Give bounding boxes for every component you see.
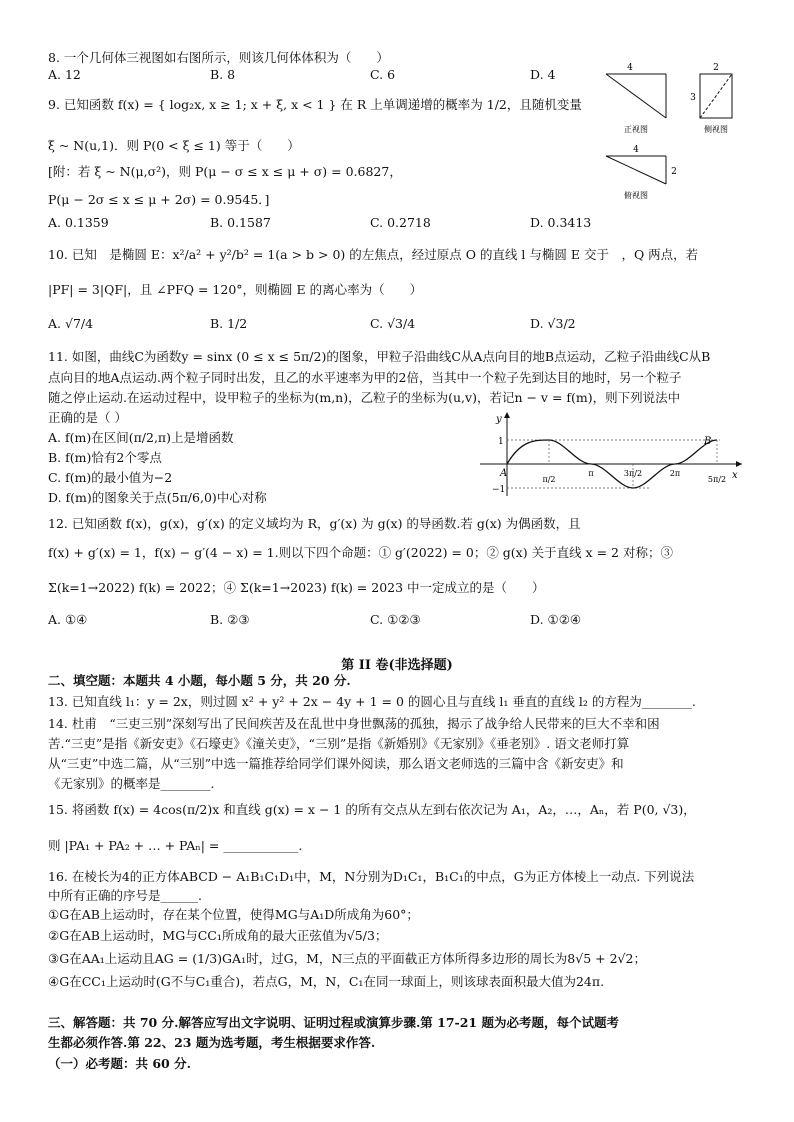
side-view: [690, 63, 732, 134]
front-width-label: 4: [627, 63, 633, 73]
x-tick-pi-2: π/2: [542, 475, 556, 484]
q12-option-a: A. ①④: [48, 612, 88, 627]
q9-option-c: C. 0.2718: [370, 215, 431, 230]
q9-option-a: A. 0.1359: [48, 215, 109, 230]
section3-line3: （一）必考题：共 60 分.: [48, 1056, 191, 1071]
section3-line2: 生都必须作答.第 22、23 题为选考题，考生根据要求作答.: [48, 1035, 376, 1050]
q9-line2: ξ ~ N(u,1)．则 P(0 < ξ ≤ 1) 等于（ ）: [48, 138, 300, 153]
front-view: [606, 63, 666, 134]
q16-statement-4: ④G在CC₁上运动时(G不与C₁重合)，若点G，M，N，C₁在同一球面上，则该球表面积最大值为24π.: [48, 974, 605, 989]
q12-option-b: B. ②③: [210, 612, 250, 627]
top-view: [606, 145, 677, 200]
q14-line4: 《无家别》的概率是________.: [48, 776, 215, 791]
y-axis-label: y: [496, 414, 502, 425]
q9-line4: P(μ − 2σ ≤ x ≤ μ + 2σ) = 0.9545．]: [48, 192, 270, 207]
q16-line2: 中所有正确的序号是______.: [48, 888, 202, 903]
q8-option-d: D. 4: [530, 67, 556, 82]
q12-option-d: D. ①②④: [530, 612, 582, 627]
q8-option-a: A. 12: [48, 67, 81, 82]
section2-title: 第 II 卷(非选择题): [341, 658, 453, 673]
q11-line1: 11. 如图，曲线C为函数y = sinx (0 ≤ x ≤ 5π/2)的图象，甲粒子沿曲线C从A点向目的地B点运动，乙粒子沿曲线C从B: [48, 349, 711, 364]
q11-option-b: B. f(m)恰有2个零点: [48, 450, 162, 465]
q10-line1: 10. 已知 是椭圆 E：x²/a² + y²/b² = 1(a > b > 0) 的左焦点，经过原点 O 的直线 l 与椭圆 E 交于 ，Q 两点，若: [48, 247, 699, 262]
q11-line3: 随之停止运动.在运动过程中，设甲粒子的坐标为(m,n)，乙粒子的坐标为(u,v)，若记n − v = f(m)，则下列说法中: [48, 390, 681, 405]
q8-option-c: C. 6: [370, 67, 396, 82]
front-view-label: 正视图: [624, 125, 648, 134]
q15-line1: 15. 将函数 f(x) = 4cos(π/2)x 和直线 g(x) = x − 1 的所有交点从左到右依次记为 A₁，A₂，…，Aₙ，若 P(0, √3)，: [48, 802, 696, 817]
top-view-label: 俯视图: [624, 191, 648, 200]
q9-option-d: D. 0.3413: [530, 215, 592, 230]
side-width-label: 2: [713, 63, 719, 73]
y-tick-neg1: −1: [492, 485, 506, 495]
section3-line1: 三、解答题：共 70 分.解答应写出文字说明、证明过程或演算步骤.第 17-21 题为必考题，每个试题考: [48, 1015, 619, 1030]
x-tick-3pi-2: 3π/2: [623, 469, 643, 478]
q12-line2: f(x) + g′(x) = 1，f(x) − g′(4 − x) = 1.则以下四个命题：① g′(2022) = 0；② g(x) 关于直线 x = 2 对称；③: [48, 545, 673, 560]
section2-header: 二、填空题：本题共 4 小题，每小题 5 分，共 20 分.: [48, 673, 351, 688]
q16-line1: 16. 在棱长为4的正方体ABCD − A₁B₁C₁D₁中，M，N分别为D₁C₁，B₁C₁的中点，G为正方体棱上一动点. 下列说法: [48, 869, 695, 884]
q14-line1: 14. 杜甫 “三吏三别”深刻写出了民间疾苦及在乱世中身世飘荡的孤独，揭示了战争给人民带来的巨大不幸和困: [48, 716, 660, 731]
x-tick-pi: π: [588, 469, 594, 478]
q9-line3: [附：若 ξ ~ N(μ,σ²)，则 P(μ − σ ≤ x ≤ μ + σ) = 0.6827，: [48, 164, 402, 179]
q11-line4: 正确的是（ ）: [48, 410, 127, 425]
q16-statement-2: ②G在AB上运动时，MG与CC₁所成角的最大正弦值为√5/3；: [48, 928, 388, 943]
q13-line1: 13. 已知直线 l₁：y = 2x，则过圆 x² + y² + 2x − 4y + 1 = 0 的圆心且与直线 l₁ 垂直的直线 l₂ 的方程为________.: [48, 694, 696, 709]
q10-line2: |PF| = 3|QF|，且 ∠PFQ = 120°，则椭圆 E 的离心率为（ ）: [48, 282, 423, 297]
q10-option-a: A. √7/4: [48, 316, 94, 331]
q11-option-c: C. f(m)的最小值为−2: [48, 470, 173, 485]
q10-option-b: B. 1/2: [210, 316, 248, 331]
q10-option-d: D. √3/2: [530, 316, 576, 331]
y-tick-1: 1: [498, 437, 504, 447]
side-height-label: 3: [690, 93, 696, 103]
q11-line2: 点向目的地A点运动.两个粒子同时出发，且乙的水平速率为甲的2倍，当其中一个粒子先到达目的地时，另一个粒子: [48, 370, 682, 385]
q8-option-b: B. 8: [210, 67, 236, 82]
q12-line1: 12. 已知函数 f(x)，g(x)，g′(x) 的定义域均为 R，g′(x) 为 g(x) 的导函数.若 g(x) 为偶函数，且: [48, 516, 581, 531]
x-tick-5pi-2: 5π/2: [707, 475, 727, 484]
q9-option-b: B. 0.1587: [210, 215, 271, 230]
x-tick-2pi: 2π: [669, 469, 681, 478]
point-b-label: B: [704, 436, 712, 447]
sine-curve-graph: [480, 410, 750, 500]
top-width-label: 4: [633, 145, 639, 155]
top-height-label: 2: [671, 167, 677, 177]
q8-stem: 8. 一个几何体三视图如右图所示，则该几何体体积为（ ）: [48, 50, 389, 65]
q11-option-d: D. f(m)的图象关于点(5π/6,0)中心对称: [48, 490, 267, 505]
side-view-label: 侧视图: [704, 125, 728, 134]
q9-line1: 9. 已知函数 f(x) = { log₂x, x ≥ 1; x + ξ, x < 1 } 在 R 上单调递增的概率为 1/2，且随机变量: [48, 97, 582, 112]
point-a-label: A: [500, 468, 508, 479]
q14-line3: 从“三吏”中选二篇，从“三别”中选一篇推荐给同学们课外阅读，那么语文老师选的三篇中含《新安吏》和: [48, 756, 624, 771]
q14-line2: 苦.“三吏”是指《新安吏》《石壕吏》《潼关吏》，“三别”是指《新婚别》《无家别》《垂老别》. 语文老师打算: [48, 736, 630, 751]
q11-option-a: A. f(m)在区间(π/2,π)上是增函数: [48, 430, 234, 445]
q12-option-c: C. ①②③: [370, 612, 421, 627]
q10-option-c: C. √3/4: [370, 316, 416, 331]
three-views-figure: [598, 60, 758, 210]
q16-statement-1: ①G在AB上运动时，存在某个位置，使得MG与A₁D所成角为60°；: [48, 907, 419, 922]
x-axis-label: x: [732, 470, 738, 481]
q16-statement-3: ③G在AA₁上运动且AG = (1/3)GA₁时，过G，M，N三点的平面截正方体所得多边形的周长为8√5 + 2√2；: [48, 951, 646, 966]
q12-line3: Σ(k=1→2022) f(k) = 2022；④ Σ(k=1→2023) f(k) = 2023 中一定成立的是（ ）: [48, 580, 545, 595]
q15-line2: 则 |PA₁ + PA₂ + … + PAₙ| = ____________.: [48, 838, 303, 853]
